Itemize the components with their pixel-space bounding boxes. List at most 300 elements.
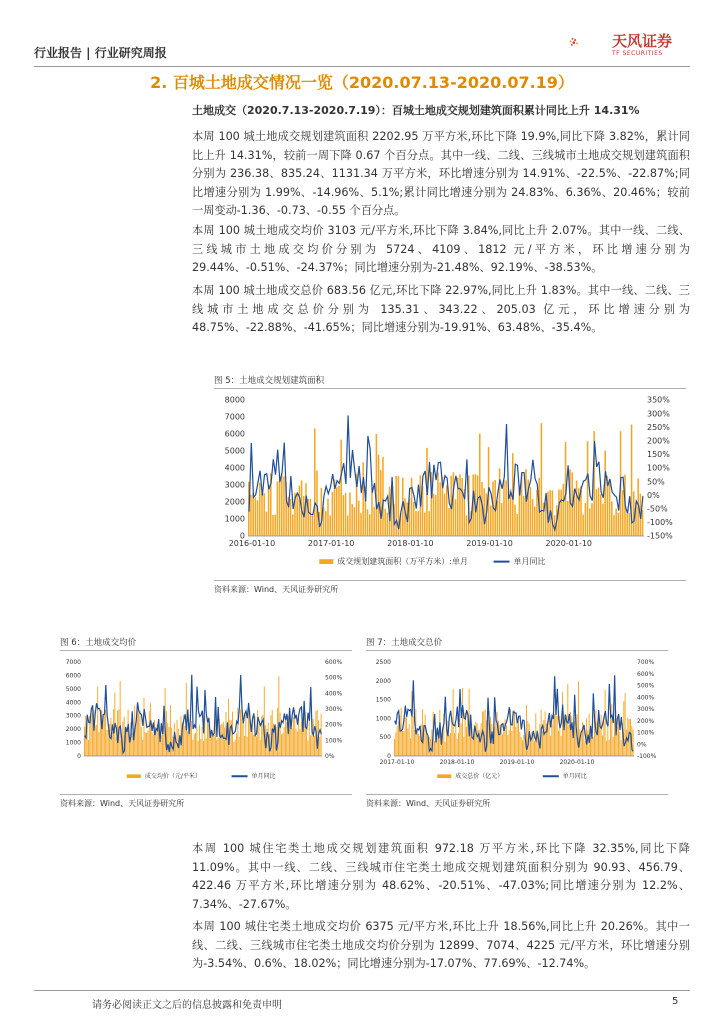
fig7-title: 图 7：土地成交总价 (366, 638, 443, 648)
subheading: 土地成交（2020.7.13-2020.7.19）：百城土地成交规划建筑面积累计同比上升 14.31% (192, 104, 640, 117)
bar (622, 490, 624, 536)
bar (403, 731, 404, 756)
bar (243, 723, 244, 756)
bar (343, 495, 345, 536)
bar (591, 503, 593, 536)
bar (582, 515, 584, 536)
bar (351, 504, 353, 536)
bar (585, 503, 587, 536)
bar (517, 721, 518, 756)
bar (417, 511, 419, 536)
bar (409, 724, 410, 756)
bar (394, 739, 395, 756)
x-tick-label: 2020-01-10 (545, 539, 593, 548)
bar (104, 711, 105, 756)
bar (567, 501, 569, 536)
bar (203, 741, 204, 756)
bar (410, 738, 411, 756)
bar (235, 740, 236, 756)
bar (108, 729, 109, 756)
bar (516, 514, 518, 536)
bar (613, 737, 614, 756)
bar (605, 690, 606, 756)
bar (424, 513, 426, 536)
bar (417, 731, 418, 756)
bar (615, 508, 617, 536)
y2-tick-label: 300% (637, 706, 655, 713)
bar (414, 730, 415, 756)
fig5-title: 图 5：土地成交规划建筑面积 (214, 376, 325, 386)
bar (362, 462, 364, 536)
x-tick-label: 2017-01-10 (307, 539, 355, 548)
bar (601, 715, 602, 756)
bar (449, 735, 450, 756)
y2-tick-label: 500% (637, 682, 655, 690)
bar (369, 514, 371, 536)
bar (462, 688, 463, 756)
paragraph-total: 本周 100 城土地成交总价 683.56 亿元,环比下降 22.97%,同比上升 1.83%。其中一线、二线、三线城市土地成交总价分别为 135.31、343.22、205.03 亿元，环比增速分别为 48.75%、-22.88%、-41.65%；同比增速分别为-19.91%、63.48%、-35.4%。 (192, 284, 690, 335)
bar (479, 730, 480, 756)
y-tick-label: 6000 (224, 429, 245, 439)
bar (266, 512, 268, 536)
bar (376, 434, 378, 536)
bar (499, 468, 501, 536)
bar (477, 724, 478, 756)
bar (317, 710, 318, 756)
y-tick-label: 3000 (65, 712, 81, 720)
bar (515, 727, 516, 756)
y-tick-label: 2000 (65, 726, 81, 734)
bar (175, 742, 176, 756)
bar (419, 736, 420, 756)
legend-label-line: 单月同比 (562, 773, 587, 780)
bar (479, 434, 481, 536)
fig6-bottom-divider (60, 794, 352, 795)
bar (405, 717, 406, 756)
fig7-source: 资料来源：Wind、天风证券研究所 (366, 799, 491, 808)
bar (406, 716, 407, 756)
bar (360, 513, 362, 536)
legend-label-line: 单月同比 (513, 557, 546, 566)
y2-tick-label: 50% (647, 477, 665, 487)
bar (212, 735, 213, 756)
bar (455, 724, 456, 756)
bar (224, 728, 225, 756)
bar (523, 735, 524, 756)
bar (401, 708, 402, 756)
bar (300, 729, 301, 756)
page-number: 5 (672, 996, 679, 1007)
bar (411, 478, 413, 536)
bar (507, 735, 508, 756)
logo-text: 天风证券 (612, 32, 673, 50)
bar (558, 731, 559, 756)
y-tick-label: 1500 (375, 696, 391, 704)
bar (136, 723, 137, 756)
bar (268, 484, 270, 536)
bar (514, 505, 516, 536)
y-tick-label: 8000 (224, 395, 245, 405)
bar (281, 473, 283, 536)
bar (473, 739, 474, 756)
bar (245, 712, 246, 756)
bar (146, 733, 147, 756)
bar (354, 507, 356, 536)
bar (534, 507, 536, 536)
bar (153, 734, 154, 756)
bar (297, 731, 298, 756)
bar (195, 733, 196, 756)
bar (200, 739, 201, 756)
logo-icon (568, 24, 608, 60)
x-tick-label: 2016-01-10 (228, 539, 276, 548)
bar (187, 731, 188, 756)
y-tick-label: 7000 (224, 412, 245, 422)
bar (395, 476, 397, 536)
bar (600, 494, 602, 536)
y2-tick-label: -150% (647, 531, 673, 541)
bar (426, 732, 427, 756)
bar (554, 714, 555, 756)
legend-label-bar: 成交均价（元/平米） (144, 773, 201, 780)
fig5-divider (214, 388, 686, 389)
bar (214, 735, 215, 756)
bar (455, 499, 457, 536)
bar (525, 469, 527, 536)
bar (428, 511, 430, 536)
y-tick-label: 2500 (375, 659, 391, 666)
bar (606, 741, 607, 756)
fig7-chart (366, 656, 668, 786)
y2-tick-label: 600% (325, 659, 343, 666)
bar (445, 742, 446, 756)
bar (547, 727, 548, 756)
bar (521, 737, 522, 756)
bar (138, 712, 139, 756)
bar (522, 740, 523, 756)
bar (301, 722, 302, 756)
bar (398, 721, 399, 756)
paragraph-area: 本周 100 城土地成交规划建筑面积 2202.95 万平方米,环比下降 19.9%,同比下降 3.82%，累计同比上升 14.31%，较前一周下降 0.67 个百分点。其中一线、二线、三线城市土地成交规划建筑面积分别为 236.38、835.24、1131.34 万平方米，环比增速分别为 14.91%、-22.5%、-22.87%;同比增速分别为 1.99%、-14.96%、5.1%;累计同比增速分别为 24.83%、6.36%、20.46%；较前一周变动-1.36、-0.73、-0.55 个百分点。 (192, 130, 690, 218)
bar (145, 732, 146, 756)
y2-tick-label: 350% (647, 395, 670, 405)
bar (253, 735, 254, 756)
legend-swatch-bar (437, 774, 451, 778)
bar (562, 692, 563, 756)
y-tick-label: 0 (239, 531, 245, 541)
bar (222, 724, 223, 756)
bar (434, 741, 435, 756)
y2-tick-label: 300% (325, 706, 343, 713)
y2-tick-label: 100% (647, 463, 670, 473)
y2-tick-label: 0% (647, 490, 660, 500)
bar (371, 488, 373, 536)
bar (116, 737, 117, 756)
bar (439, 482, 441, 536)
legend-label-bar: 成交规划建筑面积（万平方米）:单月 (337, 557, 468, 566)
fig6-chart (60, 656, 352, 786)
bar (629, 513, 631, 536)
bar (560, 490, 562, 536)
bar (466, 727, 467, 756)
bar (626, 514, 628, 536)
y2-tick-label: 250% (647, 422, 670, 432)
paragraph-price: 本周 100 城土地成交均价 3103 元/平方米,环比下降 3.84%,同比上升 2.07%。其中一线、二线、三线城市土地成交均价分别为 5724、4109、1812 元/平方米，环比增速分别为 29.44%、-0.51%、-24.37%；同比增速分别为-21.48%、92.19%、-38.53%。 (192, 224, 690, 275)
bar (433, 494, 435, 536)
bar (633, 730, 634, 756)
bar (437, 738, 438, 756)
bar (603, 721, 604, 756)
bar (625, 693, 626, 756)
bar (545, 503, 547, 536)
y-tick-label: 5000 (224, 446, 245, 456)
bar (541, 423, 543, 536)
bar (312, 514, 314, 536)
bar (382, 457, 384, 536)
y-tick-label: 4000 (65, 699, 81, 707)
bar (299, 486, 301, 536)
bar (446, 485, 448, 536)
bar (505, 480, 507, 536)
y2-tick-label: 400% (325, 690, 343, 698)
bar (501, 503, 503, 536)
legend-swatch-bar (127, 774, 141, 778)
paragraph-residential-price: 本周 100 城住宅类土地成交均价 6375 元/平方米,环比上升 18.56%,同比上升 20.26%。其中一线、二线、三线城市住宅类土地成交均价分别为 12899、7074、4225 元/平方米，环比增速分别为-3.54%、0.6%、18.02%；同比增速分别为-17.07%、77.69%、-12.74%。 (192, 920, 690, 971)
bar (274, 515, 276, 536)
report-tag: 行业报告 | 行业研究周报 (34, 46, 167, 60)
x-tick-label: 2019-01-10 (499, 759, 535, 766)
bar (347, 515, 349, 536)
bar (202, 727, 203, 756)
bar (192, 740, 193, 756)
footer-divider (34, 990, 690, 991)
bar (554, 515, 556, 536)
bar (285, 720, 286, 756)
bar (313, 719, 314, 756)
y2-tick-label: 0% (637, 741, 647, 749)
bar (99, 732, 100, 756)
y-tick-label: 1000 (375, 715, 391, 723)
y2-tick-label: 100% (325, 737, 343, 745)
y-tick-label: 500 (379, 734, 391, 742)
y-tick-label: 5000 (65, 685, 81, 693)
bar (395, 732, 396, 756)
bar (602, 504, 604, 536)
y2-tick-label: 500% (325, 674, 343, 682)
bar (506, 726, 507, 756)
bar (84, 727, 85, 756)
bar (453, 472, 455, 536)
bar (171, 728, 172, 756)
bar (511, 731, 512, 756)
bar (532, 499, 534, 536)
bar (142, 740, 143, 756)
bar (587, 441, 589, 536)
bar (367, 509, 369, 536)
bar (378, 455, 380, 536)
bar (255, 497, 257, 536)
bar (191, 721, 192, 756)
bar (596, 489, 598, 536)
bar (264, 687, 265, 756)
bar (284, 727, 285, 756)
y2-tick-label: 200% (325, 721, 343, 729)
bar (589, 508, 591, 536)
bar (248, 710, 249, 756)
bar (418, 733, 419, 756)
bar (184, 726, 185, 756)
bar (259, 483, 261, 536)
header-divider (34, 66, 690, 67)
bar (454, 733, 455, 756)
bar (457, 739, 458, 756)
bar (292, 728, 293, 756)
bar (296, 728, 297, 756)
bar (211, 734, 212, 756)
bar (461, 478, 463, 536)
bar (461, 723, 462, 756)
y-tick-label: 6000 (65, 672, 81, 680)
bar (338, 486, 340, 536)
bar (542, 731, 543, 756)
bar (340, 440, 342, 536)
bar (611, 704, 612, 756)
bar (497, 501, 499, 536)
bar (120, 681, 121, 756)
bar (309, 719, 310, 756)
bar (387, 513, 389, 536)
bar (549, 718, 550, 756)
x-tick-label: 2018-01-10 (439, 759, 475, 766)
bar (167, 723, 168, 756)
y2-tick-label: 400% (637, 694, 655, 702)
bar (619, 732, 620, 756)
y2-tick-label: 200% (647, 436, 670, 446)
bar (250, 495, 252, 536)
bar (321, 714, 322, 756)
bar (345, 493, 347, 536)
bar (272, 515, 274, 536)
fig5-bottom-divider (214, 580, 686, 581)
y2-tick-label: 200% (637, 717, 655, 725)
bar (126, 732, 127, 756)
bar (149, 711, 150, 756)
bar (95, 725, 96, 756)
y-tick-label: 0 (77, 753, 81, 760)
bar (155, 731, 156, 756)
bar (349, 492, 351, 536)
y2-tick-label: 100% (637, 729, 655, 737)
bar (618, 717, 619, 756)
bar (132, 733, 133, 756)
bar (88, 740, 89, 756)
bar (613, 515, 615, 536)
paragraph-residential-area: 本周 100 城住宅类土地成交规划建筑面积 972.18 万平方米,环比下降 32.35%,同比下降 11.09%。其中一线、二线、三线城市住宅类土地成交规划建筑面积分别为 90.93、456.79、422.46 万平方米,环比增速分别为 48.62%、-20.51%、-47.03%;同比增速分别为 12.2%、7.34%、-27.67%。 (192, 842, 690, 911)
bar (194, 734, 195, 756)
bar (523, 496, 525, 536)
bar (281, 734, 282, 756)
bar (307, 740, 308, 756)
y-tick-label: 2000 (224, 497, 245, 507)
bar (290, 499, 292, 536)
bar (314, 428, 316, 536)
y-tick-label: 3000 (224, 480, 245, 490)
bar (518, 721, 519, 756)
bar (530, 487, 532, 536)
bar (598, 488, 600, 536)
bar (422, 709, 423, 756)
bar (533, 735, 534, 756)
bar (233, 742, 234, 756)
fig7-bottom-divider (366, 794, 668, 795)
fig6-title: 图 6：土地成交均价 (60, 638, 137, 648)
bar (206, 738, 207, 756)
bar (602, 735, 603, 756)
bar (279, 479, 281, 536)
bar (261, 494, 263, 536)
x-tick-label: 2017-01-10 (379, 759, 415, 766)
logo-subtitle: TF SECURITIES (612, 50, 663, 57)
bar (415, 511, 417, 536)
bar (535, 713, 536, 756)
bar (552, 490, 554, 536)
bar (609, 740, 610, 756)
bar (147, 731, 148, 756)
bar (514, 710, 515, 756)
bar (306, 727, 307, 756)
bar (604, 451, 606, 536)
bar (141, 727, 142, 756)
bar (561, 736, 562, 756)
y2-tick-label: 0% (325, 753, 335, 760)
bar (587, 731, 588, 756)
bar (497, 712, 498, 756)
bar (196, 728, 197, 756)
bar (581, 735, 582, 756)
bar (430, 739, 431, 756)
bar (578, 488, 580, 536)
y2-tick-label: 600% (637, 670, 655, 678)
bar (543, 720, 544, 756)
bar (402, 731, 403, 756)
bar (105, 710, 106, 756)
bar (501, 729, 502, 756)
y2-tick-label: 150% (647, 450, 670, 460)
fig5-source: 资料来源：Wind、天风证券研究所 (214, 585, 339, 594)
bar (404, 498, 406, 536)
bar (502, 734, 503, 756)
y-tick-label: 0 (387, 753, 391, 760)
bar (252, 493, 254, 536)
bar (325, 511, 327, 536)
bar (91, 715, 92, 756)
x-tick-label: 2020-01-10 (559, 759, 595, 766)
bar (260, 740, 261, 756)
bar (144, 698, 145, 756)
bar (140, 711, 141, 756)
legend-swatch-bar (319, 559, 333, 564)
bar (621, 740, 622, 756)
bar (459, 719, 460, 756)
bar (413, 502, 415, 536)
bar (534, 741, 535, 756)
y-tick-label: 2000 (375, 677, 391, 685)
bar (282, 733, 283, 756)
bar (257, 500, 259, 536)
bar (618, 513, 620, 536)
bar (96, 725, 97, 756)
bar (557, 716, 558, 756)
